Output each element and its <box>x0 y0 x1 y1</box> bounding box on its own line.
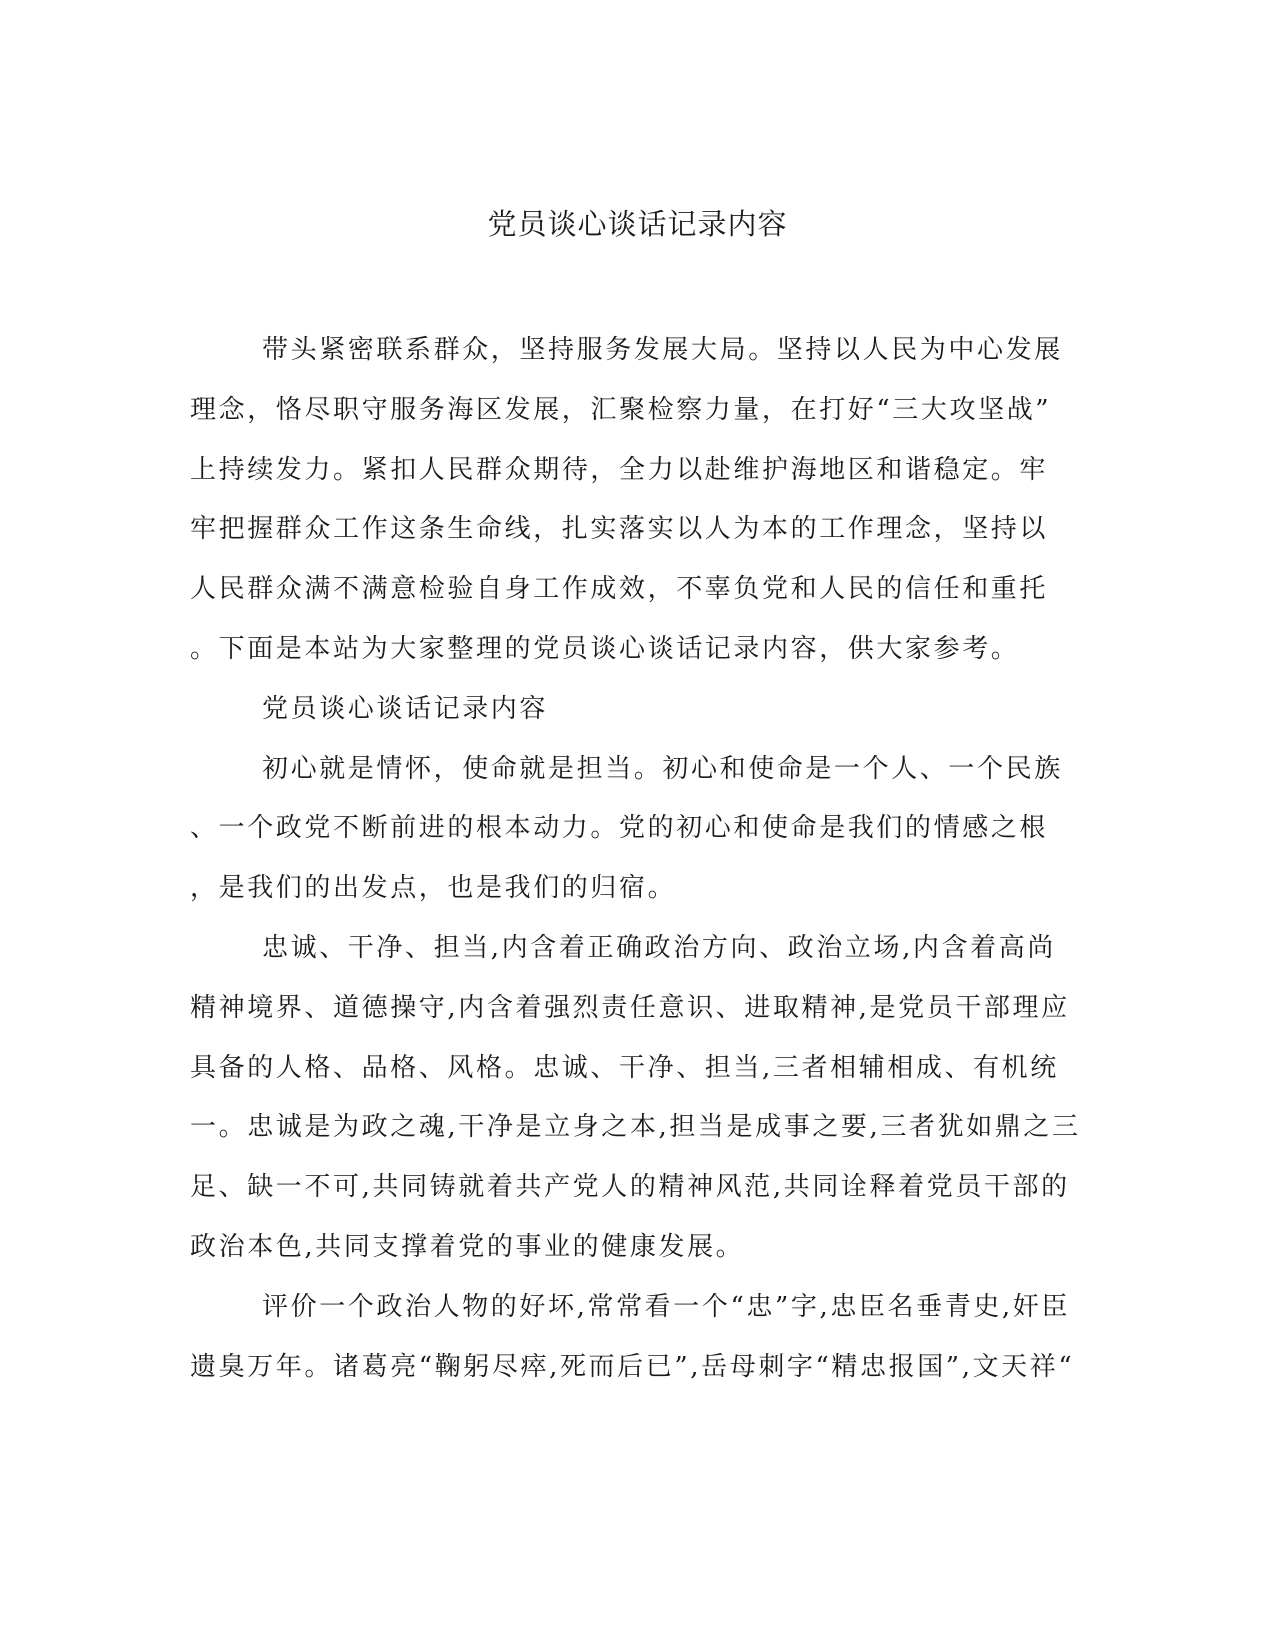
section-heading: 党员谈心谈话记录内容 <box>262 693 549 724</box>
document-body <box>190 328 1080 1404</box>
body-line: 政治本色,共同支撑着党的事业的健康发展。 <box>190 1231 745 1262</box>
body-line: 。下面是本站为大家整理的党员谈心谈话记录内容，供大家参考。 <box>190 633 1020 664</box>
body-line: 忠诚、干净、担当,内含着正确政治方向、政治立场,内含着高尚 <box>262 932 1056 963</box>
body-line: ，是我们的出发点，也是我们的归宿。 <box>190 873 677 904</box>
body-line: 足、缺一不可,共同铸就着共产党人的精神风范,共同诠释着党员干部的 <box>190 1172 1070 1203</box>
body-line: 牢把握群众工作这条生命线，扎实落实以人为本的工作理念，坚持以 <box>190 514 1049 545</box>
document-title: 党员谈心谈话记录内容 <box>487 207 788 241</box>
body-line: 上持续发力。紧扣人民群众期待，全力以赴维护海地区和谐稳定。牢 <box>190 454 1049 485</box>
body-line: 评价一个政治人物的好坏,常常看一个“忠”字,忠臣名垂青史,奸臣 <box>262 1291 1070 1322</box>
body-line: 理念，恪尽职守服务海区发展，汇聚检察力量，在打好“三大攻坚战” <box>190 394 1052 425</box>
body-line: 初心就是情怀，使命就是担当。初心和使命是一个人、一个民族 <box>262 753 1063 784</box>
body-line: 精神境界、道德操守,内含着强烈责任意识、进取精神,是党员干部理应 <box>190 992 1070 1023</box>
body-line: 带头紧密联系群众，坚持服务发展大局。坚持以人民为中心发展 <box>262 335 1063 365</box>
body-line: 一。忠诚是为政之魂,干净是立身之本,担当是成事之要,三者犹如鼎之三 <box>190 1112 1081 1143</box>
body-line: 人民群众满不满意检验自身工作成效，不辜负党和人民的信任和重托 <box>190 574 1049 605</box>
body-line: 、一个政党不断前进的根本动力。党的初心和使命是我们的情感之根 <box>190 813 1049 844</box>
body-line: 具备的人格、品格、风格。忠诚、干净、担当,三者相辅相成、有机统 <box>190 1052 1059 1083</box>
body-line: 遗臭万年。诸葛亮“鞠躬尽瘁,死而后已”,岳母刺字“精忠报国”,文天祥“ <box>190 1351 1075 1382</box>
